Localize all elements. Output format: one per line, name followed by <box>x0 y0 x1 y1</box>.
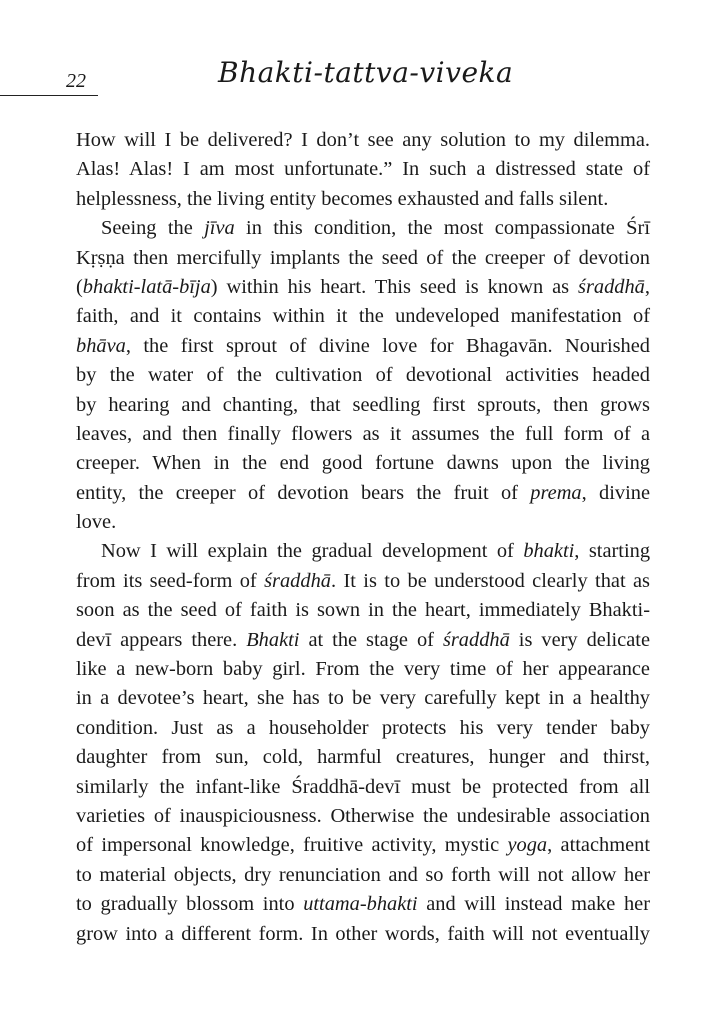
text-run: to gradually blossom into <box>76 893 304 916</box>
text-line <box>76 626 650 655</box>
text-line <box>76 861 650 890</box>
text-run: Alas! Alas! I am most unfortunate.” In such a distressed state of <box>76 158 650 181</box>
text-line <box>76 449 650 478</box>
text-run: Now I will explain the gradual development of <box>101 540 524 563</box>
text-line <box>76 420 650 449</box>
text-run: soon as the seed of faith is sown in the heart, immediately Bhakti- <box>76 599 650 622</box>
italic-term: yoga <box>507 834 548 857</box>
text-line <box>76 743 650 772</box>
text-line <box>76 537 650 566</box>
text-run: devī appears there. <box>76 628 247 651</box>
text-run: ( <box>76 275 83 298</box>
text-run: faith, and it contains within it the undeveloped manifestation of <box>76 305 650 328</box>
text-line <box>76 920 650 949</box>
text-line <box>76 185 650 214</box>
text-run: like a new-born baby girl. From the very time of her appearance <box>76 658 650 681</box>
text-run: is very delicate <box>509 628 651 651</box>
text-line <box>76 596 650 625</box>
italic-term: uttama-bhakti <box>303 893 418 916</box>
italic-term: bhāva <box>76 334 126 357</box>
text-run: grow into a different form. In other words, faith will not eventually <box>76 922 650 945</box>
text-line <box>76 126 650 155</box>
running-title: Bhakti-tattva-viveka <box>218 56 514 89</box>
text-run: , attachment <box>547 834 650 857</box>
page-header <box>0 50 725 100</box>
text-run: entity, the creeper of devotion bears the fruit of <box>76 481 531 504</box>
text-run: similarly the infant-like Śraddhā-devī must be protected from all <box>76 775 650 798</box>
text-run: condition. Just as a householder protects his very tender baby <box>76 716 650 739</box>
text-run: by the water of the cultivation of devotional activities headed <box>76 364 650 387</box>
italic-term: bhakti <box>523 540 575 563</box>
text-line <box>76 890 650 919</box>
text-line <box>76 391 650 420</box>
italic-term: bhakti-latā-bīja <box>82 275 211 298</box>
text-run: Seeing the <box>101 217 205 240</box>
text-line <box>76 273 650 302</box>
text-run: to material objects, dry renunciation and so forth will not allow her <box>76 863 650 886</box>
text-line <box>76 302 650 331</box>
header-rule <box>0 95 98 96</box>
text-run: love. <box>76 511 117 534</box>
text-run: of impersonal knowledge, fruitive activity, mystic <box>76 834 508 857</box>
text-run: , the first sprout of divine love for Bhagavān. Nourished <box>125 334 650 357</box>
text-line <box>76 567 650 596</box>
text-line <box>76 361 650 390</box>
italic-term: Bhakti <box>246 628 300 651</box>
italic-term: jīva <box>204 217 235 240</box>
text-line <box>76 802 650 831</box>
text-line <box>76 508 650 537</box>
text-run: in a devotee’s heart, she has to be very carefully kept in a healthy <box>76 687 650 710</box>
text-run: and will instead make her <box>417 893 650 916</box>
text-line <box>76 684 650 713</box>
text-line <box>76 155 650 184</box>
italic-term: śraddhā <box>442 628 510 651</box>
italic-term: śraddhā <box>578 275 645 298</box>
text-line <box>76 244 650 273</box>
text-run: leaves, and then finally flowers as it assumes the full form of a <box>76 422 650 445</box>
text-run: from its seed-form of <box>76 569 265 592</box>
text-run: in this condition, the most compassionate Śrī <box>234 217 650 240</box>
text-run: . It is to be understood clearly that as <box>330 569 650 592</box>
text-run: , <box>644 275 650 298</box>
text-line <box>76 655 650 684</box>
text-run: Kṛṣṇa then mercifully implants the seed of the creeper of devotion <box>76 246 650 269</box>
text-run: creeper. When in the end good fortune dawns upon the living <box>76 452 650 475</box>
text-line <box>76 214 650 243</box>
page-number: 22 <box>66 70 86 92</box>
text-run: ) within his heart. This seed is known as <box>210 275 579 298</box>
text-run: How will I be delivered? I don’t see any solution to my dilemma. <box>76 129 650 151</box>
text-line <box>76 332 650 361</box>
text-run: daughter from sun, cold, harmful creatures, hunger and thirst, <box>76 746 650 769</box>
italic-term: prema <box>530 481 582 504</box>
text-line <box>76 714 650 743</box>
text-run: helplessness, the living entity becomes exhausted and falls silent. <box>76 187 609 210</box>
text-line <box>76 479 650 508</box>
text-run: by hearing and chanting, that seedling first sprouts, then grows <box>76 393 650 416</box>
text-line <box>76 773 650 802</box>
text-run: , divine <box>581 481 650 504</box>
text-run: varieties of inauspiciousness. Otherwise the undesirable association <box>76 804 650 827</box>
body-text <box>76 126 650 949</box>
text-run: , starting <box>574 540 651 563</box>
text-line <box>76 831 650 860</box>
text-run: at the stage of <box>299 628 443 651</box>
italic-term: śraddhā <box>264 569 331 592</box>
